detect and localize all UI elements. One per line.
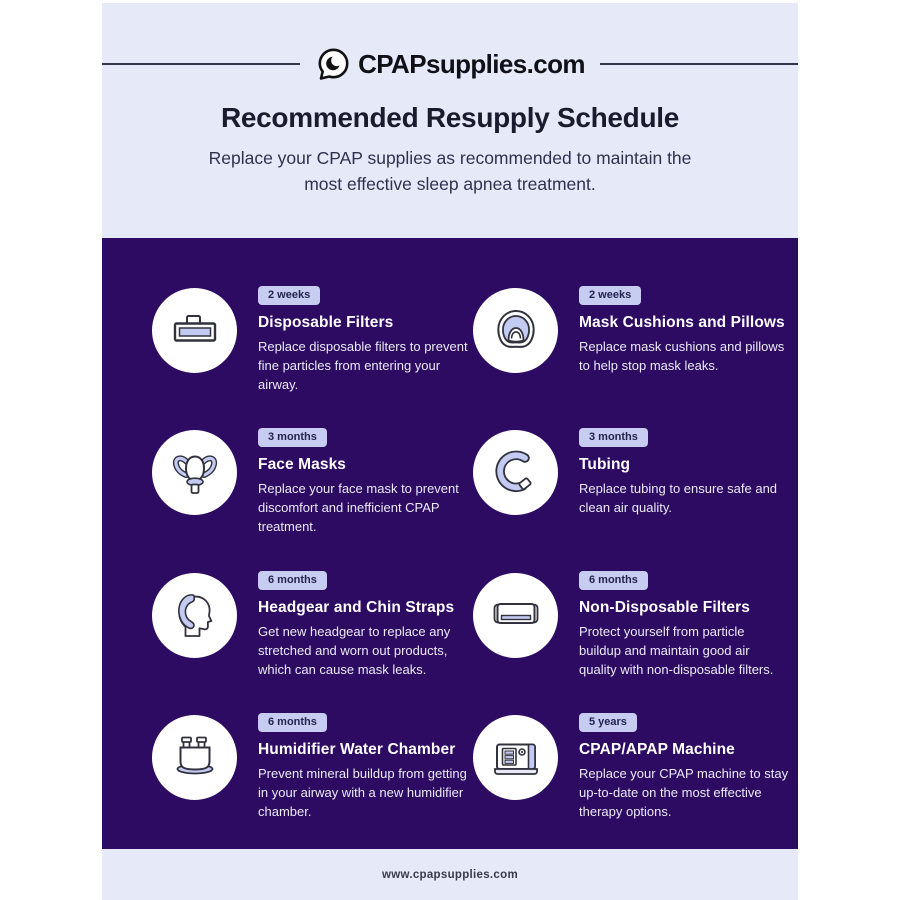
infographic-page	[102, 0, 798, 900]
item-text-block	[579, 427, 789, 517]
non-disposable-filter-icon	[473, 573, 558, 658]
interval-badge: 5 years	[579, 713, 637, 732]
item-title: Headgear and Chin Straps	[258, 599, 455, 616]
disposable-filter-icon	[152, 288, 237, 373]
item-description: Replace mask cushions and pillows to help stop mask leaks.	[579, 339, 785, 373]
mask-cushion-icon	[473, 288, 558, 373]
cpap-machine-icon	[473, 715, 558, 800]
item-title: Disposable Filters	[258, 314, 394, 331]
item-face-masks	[152, 427, 468, 536]
item-title: Face Masks	[258, 456, 347, 473]
item-description: Replace disposable filters to prevent fine particles from entering your airway.	[258, 339, 468, 392]
moon-chat-bubble-icon	[315, 47, 351, 81]
item-text-block	[579, 285, 789, 375]
schedule-panel	[102, 238, 798, 849]
item-title: Tubing	[579, 456, 631, 473]
interval-badge: 2 weeks	[258, 286, 320, 305]
item-text-block	[258, 570, 468, 679]
page-title: Recommended Resupply Schedule	[220, 102, 680, 133]
item-headgear-chin-straps	[152, 570, 468, 679]
footer	[102, 849, 798, 900]
item-cpap-apap-machine	[473, 712, 789, 821]
page-subtitle: Replace your CPAP supplies as recommended to maintain the most effective sleep apnea treatment.	[208, 148, 692, 194]
divider-line-right	[600, 63, 798, 65]
item-tubing	[473, 427, 789, 517]
header	[102, 3, 798, 238]
item-description: Replace your face mask to prevent discomfort and inefficient CPAP treatment.	[258, 481, 459, 534]
interval-badge: 6 months	[579, 571, 648, 590]
item-title: CPAP/APAP Machine	[579, 741, 735, 758]
item-text-block	[579, 570, 789, 679]
interval-badge: 3 months	[579, 428, 648, 447]
tubing-icon	[473, 430, 558, 515]
headgear-chin-strap-icon	[152, 573, 237, 658]
logo-text: CPAPsupplies.com	[358, 48, 585, 79]
item-mask-cushions-pillows	[473, 285, 789, 375]
item-non-disposable-filters	[473, 570, 789, 679]
humidifier-chamber-icon	[152, 715, 237, 800]
divider-line-left	[102, 63, 300, 65]
item-text-block	[258, 285, 468, 394]
logo-row	[102, 45, 798, 83]
item-description: Replace tubing to ensure safe and clean air quality.	[579, 481, 778, 515]
item-humidifier-water-chamber	[152, 712, 468, 821]
footer-url: www.cpapsupplies.com	[382, 868, 518, 881]
item-text-block	[258, 427, 468, 536]
item-text-block	[579, 712, 789, 821]
item-title: Humidifier Water Chamber	[258, 741, 456, 758]
item-description: Replace your CPAP machine to stay up-to-date on the most effective therapy options.	[579, 766, 789, 819]
item-description: Get new headgear to replace any stretched and worn out products, which can cause mask leaks.	[258, 624, 451, 677]
item-description: Prevent mineral buildup from getting in your airway with a new humidifier chamber.	[258, 766, 467, 819]
item-text-block	[258, 712, 468, 821]
interval-badge: 6 months	[258, 571, 327, 590]
interval-badge: 3 months	[258, 428, 327, 447]
interval-badge: 6 months	[258, 713, 327, 732]
item-title: Non-Disposable Filters	[579, 599, 751, 616]
interval-badge: 2 weeks	[579, 286, 641, 305]
face-mask-icon	[152, 430, 237, 515]
item-disposable-filters	[152, 285, 468, 394]
item-description: Protect yourself from particle buildup and maintain good air quality with non-disposable filters.	[579, 624, 774, 677]
item-title: Mask Cushions and Pillows	[579, 314, 785, 331]
